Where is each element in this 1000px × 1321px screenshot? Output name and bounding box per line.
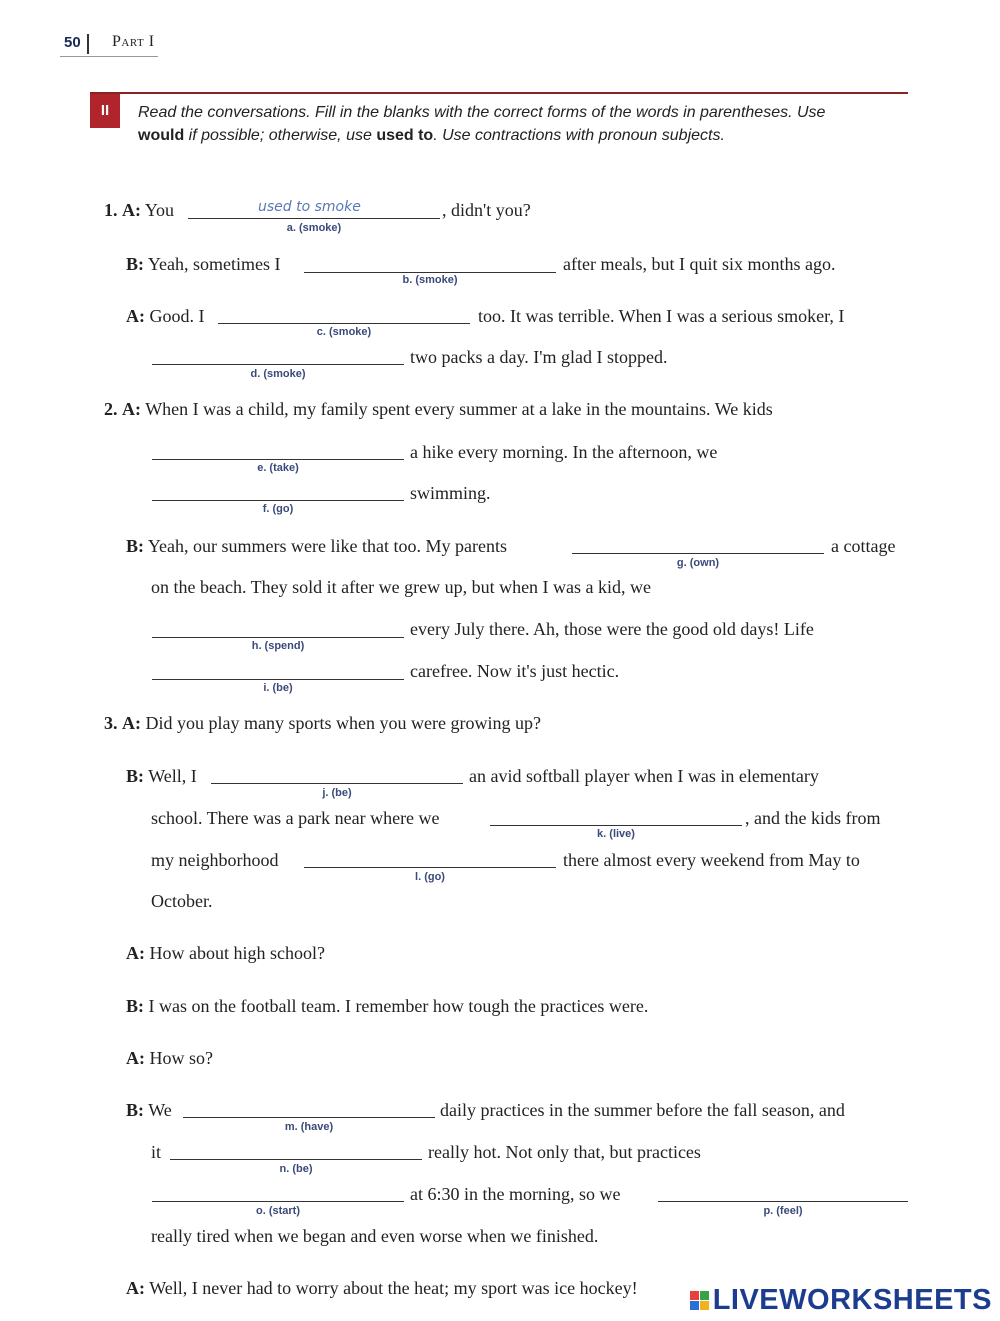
conversation-line: at 6:30 in the morning, so we xyxy=(410,1184,621,1204)
conversation-line: B: Yeah, our summers were like that too. My parents xyxy=(126,536,507,556)
answer-blank-i[interactable] xyxy=(152,679,404,680)
answer-blank-n[interactable] xyxy=(170,1159,422,1160)
cue-i: i. (be) xyxy=(263,682,293,694)
conversation-line: A: Well, I never had to worry about the heat; my sport was ice hockey! xyxy=(126,1278,638,1298)
conversation-line: after meals, but I quit six months ago. xyxy=(563,254,836,274)
conversation-line: B: Well, I xyxy=(126,766,197,786)
conversation-line: 3. A: Did you play many sports when you were growing up? xyxy=(104,713,541,733)
section-badge: II xyxy=(90,94,120,128)
cue-e: e. (take) xyxy=(257,462,299,474)
conversation-line: swimming. xyxy=(410,483,491,503)
answer-blank-p[interactable] xyxy=(658,1201,908,1202)
brand-name: LIVEWORKSHEETS xyxy=(712,1284,992,1316)
answer-blank-a[interactable] xyxy=(188,218,440,219)
answer-blank-j[interactable] xyxy=(211,783,463,784)
conversation-line: school. There was a park near where we xyxy=(151,808,440,828)
cue-o: o. (start) xyxy=(256,1205,300,1217)
answer-blank-g[interactable] xyxy=(572,553,824,554)
cue-j: j. (be) xyxy=(322,787,352,799)
conversation-line: an avid softball player when I was in elementary xyxy=(469,766,819,786)
liveworksheets-brand xyxy=(690,1284,992,1317)
conversation-line: , and the kids from xyxy=(745,808,881,828)
conversation-line: 1. A: You xyxy=(104,200,175,220)
answer-blank-o[interactable] xyxy=(152,1201,404,1202)
answer-blank-c[interactable] xyxy=(218,323,470,324)
conversation-line: a cottage xyxy=(831,536,896,556)
cue-h: h. (spend) xyxy=(251,640,305,652)
answer-blank-k[interactable] xyxy=(490,825,742,826)
conversation-line: my neighborhood xyxy=(151,850,279,870)
conversation-line: every July there. Ah, those were the good old days! Life xyxy=(410,619,814,639)
conversation-line: really hot. Not only that, but practices xyxy=(428,1142,701,1162)
answer-blank-e[interactable] xyxy=(152,459,404,460)
conversation-line: , didn't you? xyxy=(442,200,531,220)
conversation-line: a hike every morning. In the afternoon, we xyxy=(410,442,718,462)
conversation-line: 2. A: When I was a child, my family spent every summer at a lake in the mountains. We kids xyxy=(104,399,773,419)
answer-blank-h[interactable] xyxy=(152,637,404,638)
answer-blank-l[interactable] xyxy=(304,867,556,868)
conversation-line: it xyxy=(151,1142,162,1162)
page-number: 50 xyxy=(64,34,81,51)
conversation-line: B: We xyxy=(126,1100,172,1120)
answer-blank-m[interactable] xyxy=(183,1117,435,1118)
cue-m: m. (have) xyxy=(284,1121,334,1133)
conversation-line: A: How so? xyxy=(126,1048,213,1068)
cue-c: c. (smoke) xyxy=(316,326,372,338)
conversation-line: on the beach. They sold it after we grew up, but when I was a kid, we xyxy=(151,577,652,597)
cue-k: k. (live) xyxy=(597,828,635,840)
cue-n: n. (be) xyxy=(279,1163,313,1175)
conversation-line: carefree. Now it's just hectic. xyxy=(410,661,620,681)
cue-d: d. (smoke) xyxy=(250,368,306,380)
part-label: Part I xyxy=(112,33,155,50)
instructions: Read the conversations. Fill in the blanks with the correct forms of the words in parentheses. Use would if possible; otherwise, use used to. Use contractions with pronoun subjects. xyxy=(138,104,826,144)
liveworksheets-logo-icon xyxy=(690,1291,709,1310)
answer-blank-b[interactable] xyxy=(304,272,556,273)
conversation-line: B: Yeah, sometimes I xyxy=(126,254,281,274)
answer-blank-d[interactable] xyxy=(152,364,404,365)
conversation-line: A: How about high school? xyxy=(126,943,325,963)
answer-blank-f[interactable] xyxy=(152,500,404,501)
cue-l: l. (go) xyxy=(415,871,445,883)
conversation-line: there almost every weekend from May to xyxy=(563,850,860,870)
conversation-line: too. It was terrible. When I was a serious smoker, I xyxy=(478,306,845,326)
conversation-line: A: Good. I xyxy=(126,306,205,326)
section-rule xyxy=(90,92,908,94)
cue-g: g. (own) xyxy=(676,557,720,569)
cue-a: a. (smoke) xyxy=(286,222,342,234)
header-divider xyxy=(87,34,89,54)
conversation-line: two packs a day. I'm glad I stopped. xyxy=(410,347,668,367)
conversation-line: daily practices in the summer before the fall season, and xyxy=(440,1100,845,1120)
conversation-line: really tired when we began and even worse when we finished. xyxy=(151,1226,599,1246)
filled-answer-a[interactable]: used to smoke xyxy=(258,199,361,215)
conversation-line: October. xyxy=(151,891,213,911)
cue-f: f. (go) xyxy=(262,503,294,515)
header-rule xyxy=(60,56,158,57)
conversation-line: B: I was on the football team. I remember how tough the practices were. xyxy=(126,996,649,1016)
cue-b: b. (smoke) xyxy=(402,274,458,286)
cue-p: p. (feel) xyxy=(763,1205,803,1217)
